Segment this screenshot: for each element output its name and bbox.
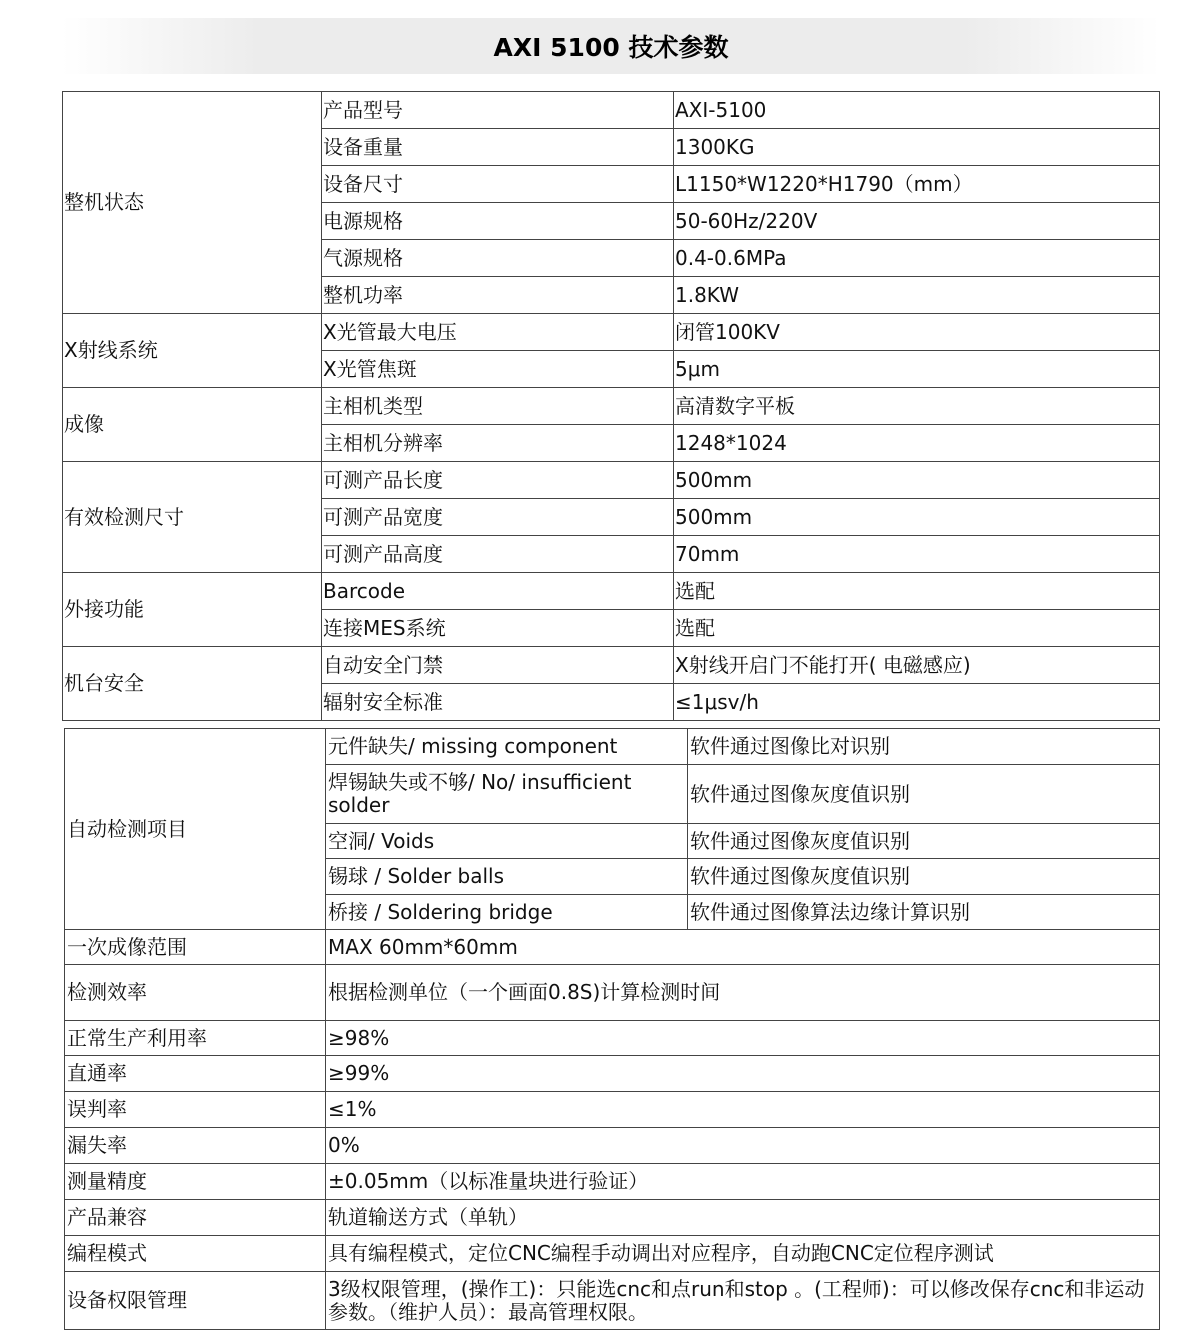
defect-item: 元件缺失/ missing component	[326, 729, 688, 765]
group-label: 机台安全	[63, 647, 322, 721]
param-name: 可测产品长度	[322, 462, 674, 499]
table-row	[63, 573, 1160, 610]
defect-item: 空洞/ Voids	[326, 824, 688, 859]
defect-item: 桥接 / Soldering bridge	[326, 895, 688, 930]
spec-label: 测量精度	[65, 1164, 326, 1200]
param-value: 0.4-0.6MPa	[674, 240, 1160, 277]
spec-value: 轨道输送方式（单轨）	[326, 1200, 1160, 1236]
spec-label: 正常生产利用率	[65, 1021, 326, 1056]
param-value: 1300KG	[674, 129, 1160, 166]
group-label: 外接功能	[63, 573, 322, 647]
param-value: 5μm	[674, 351, 1160, 388]
param-name: 整机功率	[322, 277, 674, 314]
spec-table-basic	[62, 91, 1160, 721]
table-row	[63, 647, 1160, 684]
table-row	[65, 1164, 1160, 1200]
param-name: 辐射安全标准	[322, 684, 674, 721]
spec-value: 3级权限管理，(操作工)：只能选cnc和点run和stop 。(工程师)：可以修改保存cnc和非运动参数。（维护人员）：最高管理权限。	[326, 1272, 1160, 1330]
spec-value: ≥98%	[326, 1021, 1160, 1056]
detection-method: 软件通过图像算法边缘计算识别	[688, 895, 1160, 930]
spec-label: 误判率	[65, 1092, 326, 1128]
spec-value: 0%	[326, 1128, 1160, 1164]
param-value: 闭管100KV	[674, 314, 1160, 351]
detection-method: 软件通过图像灰度值识别	[688, 765, 1160, 824]
param-value: 500mm	[674, 462, 1160, 499]
param-value: X射线开启门不能打开( 电磁感应)	[674, 647, 1160, 684]
param-value: AXI-5100	[674, 92, 1160, 129]
param-name: 主相机分辨率	[322, 425, 674, 462]
param-name: 连接MES系统	[322, 610, 674, 647]
spec-label: 设备权限管理	[65, 1272, 326, 1330]
spec-label: 检测效率	[65, 965, 326, 1021]
table-row	[63, 92, 1160, 129]
group-label: 有效检测尺寸	[63, 462, 322, 573]
spec-value: 具有编程模式，定位CNC编程手动调出对应程序，自动跑CNC定位程序测试	[326, 1236, 1160, 1272]
param-value: 500mm	[674, 499, 1160, 536]
param-value: 选配	[674, 573, 1160, 610]
param-name: 可测产品高度	[322, 536, 674, 573]
table-row	[65, 1128, 1160, 1164]
param-name: 可测产品宽度	[322, 499, 674, 536]
spec-label: 漏失率	[65, 1128, 326, 1164]
table-row	[65, 965, 1160, 1021]
group-label: 整机状态	[63, 92, 322, 314]
spec-value: ≤1%	[326, 1092, 1160, 1128]
title-bar	[62, 18, 1160, 74]
param-value: 1.8KW	[674, 277, 1160, 314]
table-row	[65, 1236, 1160, 1272]
param-value: L1150*W1220*H1790（mm）	[674, 166, 1160, 203]
detection-method: 软件通过图像灰度值识别	[688, 859, 1160, 895]
table-row	[63, 388, 1160, 425]
defect-item: 焊锡缺失或不够/ No/ insufficient solder	[326, 765, 688, 824]
table-row	[63, 462, 1160, 499]
param-value: 50-60Hz/220V	[674, 203, 1160, 240]
param-name: 电源规格	[322, 203, 674, 240]
param-name: X光管焦斑	[322, 351, 674, 388]
defect-item: 锡球 / Solder balls	[326, 859, 688, 895]
table-row	[65, 930, 1160, 965]
spec-table-detection	[64, 728, 1160, 1330]
spec-value: ±0.05mm（以标准量块进行验证）	[326, 1164, 1160, 1200]
param-value: 1248*1024	[674, 425, 1160, 462]
param-name: 设备尺寸	[322, 166, 674, 203]
table-row	[65, 1272, 1160, 1330]
param-name: X光管最大电压	[322, 314, 674, 351]
table-row	[65, 729, 1160, 765]
spec-label: 编程模式	[65, 1236, 326, 1272]
param-name: Barcode	[322, 573, 674, 610]
table-row	[65, 1200, 1160, 1236]
param-name: 设备重量	[322, 129, 674, 166]
spec-label: 一次成像范围	[65, 930, 326, 965]
group-label: 成像	[63, 388, 322, 462]
detection-method: 软件通过图像灰度值识别	[688, 824, 1160, 859]
group-label: X射线系统	[63, 314, 322, 388]
page-title: AXI 5100 技术参数	[493, 33, 729, 62]
param-value: 高清数字平板	[674, 388, 1160, 425]
table-row	[65, 1092, 1160, 1128]
table-row	[65, 1021, 1160, 1056]
detection-method: 软件通过图像比对识别	[688, 729, 1160, 765]
table-row	[63, 314, 1160, 351]
param-value: 选配	[674, 610, 1160, 647]
spec-value: MAX 60mm*60mm	[326, 930, 1160, 965]
param-value: ≤1μsv/h	[674, 684, 1160, 721]
param-name: 主相机类型	[322, 388, 674, 425]
param-name: 产品型号	[322, 92, 674, 129]
param-name: 自动安全门禁	[322, 647, 674, 684]
spec-label: 产品兼容	[65, 1200, 326, 1236]
spec-label: 直通率	[65, 1056, 326, 1092]
param-name: 气源规格	[322, 240, 674, 277]
spec-value: ≥99%	[326, 1056, 1160, 1092]
table-row	[65, 1056, 1160, 1092]
group-label: 自动检测项目	[65, 729, 326, 930]
param-value: 70mm	[674, 536, 1160, 573]
spec-value: 根据检测单位（一个画面0.8S)计算检测时间	[326, 965, 1160, 1021]
